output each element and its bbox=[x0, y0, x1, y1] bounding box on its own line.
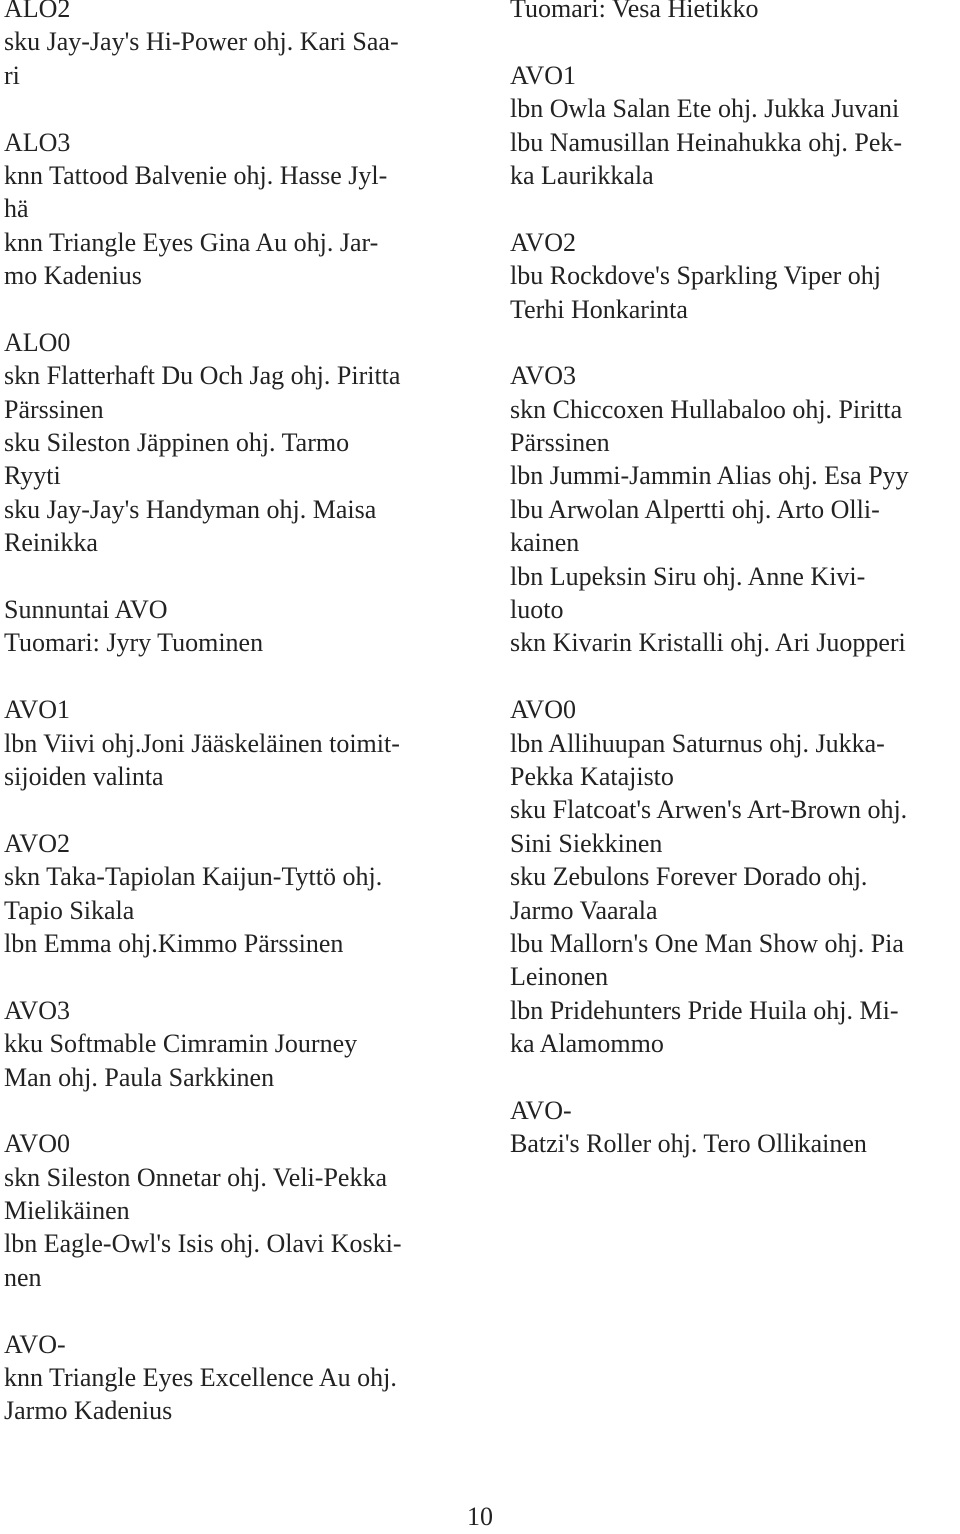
entry-line: knn Triangle Eyes Excellence Au ohj. bbox=[4, 1363, 397, 1393]
class-heading: Sunnuntai AVO bbox=[4, 595, 168, 625]
entry-line: lbn Pridehunters Pride Huila ohj. Mi- bbox=[510, 995, 899, 1025]
entry-line: sku Jay-Jay's Handyman ohj. Maisa bbox=[4, 494, 377, 524]
entry-line: skn Taka-Tapiolan Kaijun-Tyttö ohj. bbox=[4, 862, 383, 892]
class-heading: AVO1 bbox=[510, 60, 576, 90]
entry-line: skn Sileston Onnetar ohj. Veli-Pekka bbox=[4, 1162, 387, 1192]
class-block bbox=[4, 126, 474, 293]
left-column bbox=[4, 0, 474, 1428]
page-number: 10 bbox=[467, 1502, 493, 1531]
entry-line: mo Kadenius bbox=[4, 261, 142, 291]
entry-line: kku Softmable Cimramin Journey bbox=[4, 1029, 358, 1059]
class-block bbox=[4, 0, 474, 92]
block-spacer bbox=[4, 1294, 474, 1327]
block-spacer bbox=[510, 25, 960, 58]
entry-line: Tuomari: Jyry Tuominen bbox=[4, 628, 264, 658]
entry-line: Batzi's Roller ohj. Tero Ollikainen bbox=[510, 1129, 867, 1159]
entry-line: lbn Emma ohj.Kimmo Pärssinen bbox=[4, 928, 344, 958]
entry-line: Leinonen bbox=[510, 962, 609, 992]
block-spacer bbox=[4, 793, 474, 826]
block-spacer bbox=[4, 660, 474, 693]
block-spacer bbox=[4, 960, 474, 993]
entry-line: ka Laurikkala bbox=[510, 160, 654, 190]
class-heading: Tuomari: Vesa Hietikko bbox=[510, 0, 759, 23]
class-block bbox=[510, 59, 960, 193]
entry-line: Mielikäinen bbox=[4, 1196, 130, 1226]
block-spacer bbox=[4, 1094, 474, 1127]
entry-line: lbu Namusillan Heinahukka ohj. Pek- bbox=[510, 127, 903, 157]
class-heading: AVO2 bbox=[510, 227, 576, 257]
entry-line: Pekka Katajisto bbox=[510, 761, 674, 791]
class-heading: ALO3 bbox=[4, 127, 71, 157]
entry-line: Pärssinen bbox=[4, 394, 104, 424]
entry-line: lbu Mallorn's One Man Show ohj. Pia bbox=[510, 928, 904, 958]
entry-line: luoto bbox=[510, 595, 564, 625]
class-heading: AVO2 bbox=[4, 828, 70, 858]
right-column bbox=[510, 0, 960, 1161]
entry-line: hä bbox=[4, 194, 29, 224]
entry-line: nen bbox=[4, 1262, 42, 1292]
entry-line: lbn Allihuupan Saturnus ohj. Jukka- bbox=[510, 728, 885, 758]
block-spacer bbox=[4, 92, 474, 125]
class-block bbox=[4, 1328, 474, 1428]
entry-line: Reinikka bbox=[4, 528, 98, 558]
class-block bbox=[4, 593, 474, 660]
entry-line: knn Triangle Eyes Gina Au ohj. Jar- bbox=[4, 227, 379, 257]
class-heading: ALO0 bbox=[4, 327, 71, 357]
entry-line: lbn Viivi ohj.Joni Jääskeläinen toimit- bbox=[4, 728, 400, 758]
entry-line: lbu Arwolan Alpertti ohj. Arto Olli- bbox=[510, 494, 880, 524]
entry-line: lbn Owla Salan Ete ohj. Jukka Juvani bbox=[510, 94, 900, 124]
block-spacer bbox=[510, 660, 960, 693]
entry-line: Jarmo Vaarala bbox=[510, 895, 658, 925]
class-heading: AVO- bbox=[510, 1095, 572, 1125]
entry-line: sijoiden valinta bbox=[4, 761, 164, 791]
class-block bbox=[510, 226, 960, 326]
entry-line: lbn Jummi-Jammin Alias ohj. Esa Pyy bbox=[510, 461, 909, 491]
entry-line: skn Flatterhaft Du Och Jag ohj. Piritta bbox=[4, 361, 401, 391]
entry-line: kainen bbox=[510, 528, 580, 558]
block-spacer bbox=[4, 560, 474, 593]
class-heading: AVO- bbox=[4, 1329, 66, 1359]
entry-line: knn Tattood Balvenie ohj. Hasse Jyl- bbox=[4, 160, 388, 190]
entry-line: Terhi Honkarinta bbox=[510, 294, 688, 324]
entry-line: lbu Rockdove's Sparkling Viper ohj bbox=[510, 261, 881, 291]
class-block bbox=[510, 359, 960, 660]
entry-line: skn Kivarin Kristalli ohj. Ari Juopperi bbox=[510, 628, 906, 658]
block-spacer bbox=[510, 192, 960, 225]
class-block bbox=[4, 994, 474, 1094]
class-heading: ALO2 bbox=[4, 0, 71, 23]
entry-line: sku Flatcoat's Arwen's Art-Brown ohj. bbox=[510, 795, 908, 825]
entry-line: Pärssinen bbox=[510, 428, 610, 458]
entry-line: Jarmo Kadenius bbox=[4, 1396, 173, 1426]
class-block bbox=[4, 326, 474, 560]
entry-line: sku Sileston Jäppinen ohj. Tarmo bbox=[4, 428, 350, 458]
block-spacer bbox=[4, 293, 474, 326]
block-spacer bbox=[510, 326, 960, 359]
class-block bbox=[510, 0, 960, 25]
class-heading: AVO0 bbox=[4, 1129, 70, 1159]
entry-line: ri bbox=[4, 60, 20, 90]
class-block bbox=[4, 827, 474, 961]
class-heading: AVO0 bbox=[510, 695, 576, 725]
class-block bbox=[4, 1127, 474, 1294]
class-block bbox=[510, 693, 960, 1060]
class-heading: AVO3 bbox=[510, 361, 576, 391]
class-heading: AVO1 bbox=[4, 695, 70, 725]
entry-line: Ryyti bbox=[4, 461, 61, 491]
entry-line: Tapio Sikala bbox=[4, 895, 135, 925]
entry-line: ka Alamommo bbox=[510, 1029, 664, 1059]
entry-line: sku Zebulons Forever Dorado ohj. bbox=[510, 862, 868, 892]
entry-line: Sini Siekkinen bbox=[510, 828, 663, 858]
entry-line: Man ohj. Paula Sarkkinen bbox=[4, 1062, 275, 1092]
class-block bbox=[510, 1094, 960, 1161]
entry-line: lbn Lupeksin Siru ohj. Anne Kivi- bbox=[510, 561, 866, 591]
entry-line: lbn Eagle-Owl's Isis ohj. Olavi Koski- bbox=[4, 1229, 402, 1259]
class-block bbox=[4, 693, 474, 793]
entry-line: skn Chiccoxen Hullabaloo ohj. Piritta bbox=[510, 394, 903, 424]
class-heading: AVO3 bbox=[4, 995, 70, 1025]
entry-line: sku Jay-Jay's Hi-Power ohj. Kari Saa- bbox=[4, 27, 399, 57]
block-spacer bbox=[510, 1061, 960, 1094]
